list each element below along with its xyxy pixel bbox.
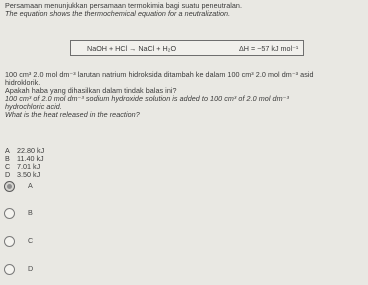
answer-choice-b[interactable]: B: [0, 206, 120, 222]
equation-enthalpy: ΔH = −57 kJ mol⁻¹: [239, 44, 299, 53]
radio-icon[interactable]: [4, 264, 15, 275]
radio-icon[interactable]: [4, 236, 15, 247]
question-malay-line-1: 100 cm³ 2.0 mol dm⁻³ larutan natrium hidroksida ditambah ke dalam 100 cm³ 2.0 mol dm⁻³ asid: [5, 70, 314, 79]
question-english-line-1: 100 cm³ of 2.0 mol dm⁻³ sodium hydroxide solution is added to 100 cm³ of 2.0 mol dm⁻³: [5, 94, 289, 103]
equation-box: [70, 40, 304, 56]
question-malay-line-2: hidroklorik.: [5, 78, 41, 87]
option-c: C 7.01 kJ: [5, 162, 41, 171]
option-b: B 11.40 kJ: [5, 154, 44, 163]
radio-selected-icon[interactable]: [4, 181, 15, 192]
intro-english: The equation shows the thermochemical equation for a neutralization.: [5, 9, 231, 18]
intro-malay: Persamaan menunjukkan persamaan termokimia bagi suatu peneutralan.: [5, 1, 243, 10]
answer-choice-a[interactable]: A: [0, 179, 120, 195]
question-malay-line-3: Apakah haba yang dihasilkan dalam tindak balas ini?: [5, 86, 177, 95]
radio-icon[interactable]: [4, 208, 15, 219]
option-a: A 22.80 kJ: [5, 146, 45, 155]
equation-reaction: NaOH + HCl → NaCl + H₂O: [87, 44, 177, 53]
option-list: [5, 147, 44, 179]
question-english-line-3: What is the heat released in the reaction?: [5, 110, 140, 119]
question-english-line-2: hydrochloric acid.: [5, 102, 62, 111]
option-d: D 3.50 kJ: [5, 170, 41, 179]
answer-choice-d[interactable]: D: [0, 262, 120, 278]
answer-choice-c[interactable]: C: [0, 234, 120, 250]
